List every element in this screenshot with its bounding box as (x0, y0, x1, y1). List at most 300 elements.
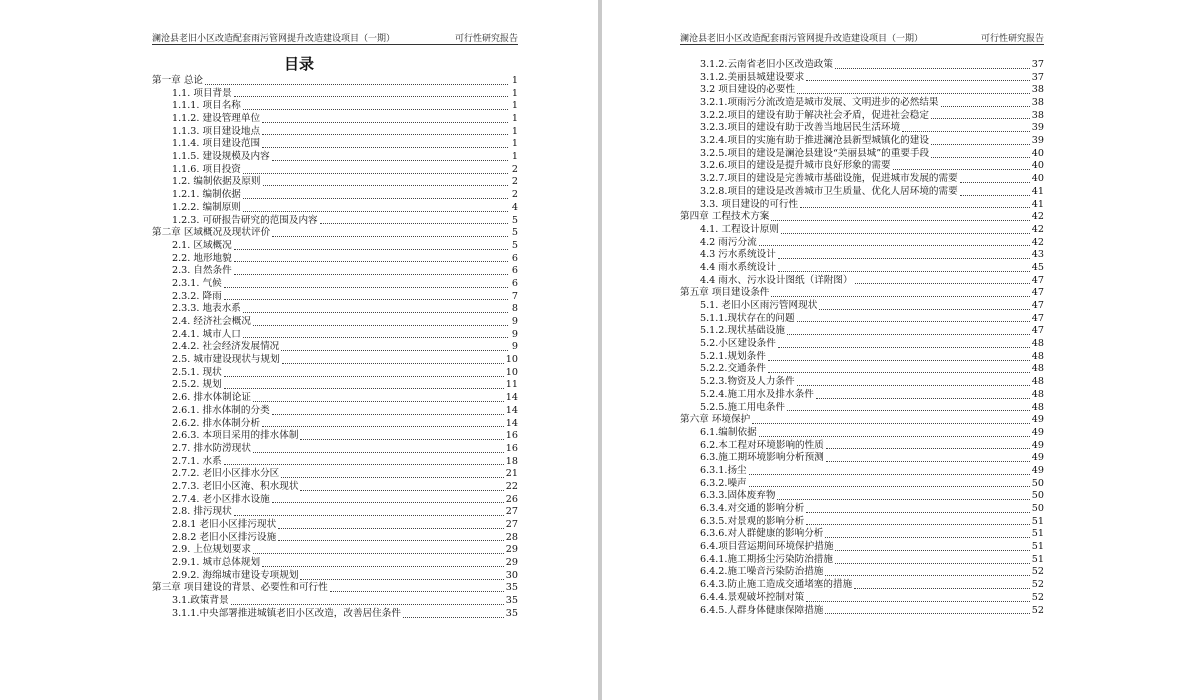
dot-leader (243, 336, 508, 338)
toc-entry-page-number: 1 (511, 138, 518, 150)
toc-entry[interactable] (152, 278, 518, 291)
toc-entry-label: 2.7. 排水防涝现状 (172, 442, 251, 454)
dot-leader (272, 235, 508, 237)
toc-entry-label: 2.3.1. 气候 (172, 277, 222, 289)
toc-entry-label: 2.6.1. 排水体制的分类 (172, 404, 270, 416)
toc-entry[interactable] (680, 186, 1044, 199)
toc-entry[interactable] (152, 367, 518, 380)
toc-entry-page-number: 49 (1031, 426, 1044, 438)
toc-entry-label: 2.9.2. 海绵城市建设专项规划 (172, 569, 299, 581)
toc-entry[interactable] (152, 341, 518, 354)
toc-entry[interactable] (152, 75, 518, 88)
dot-leader (806, 511, 1030, 513)
dot-leader (826, 447, 1030, 449)
toc-entry-label: 3.2.1.项雨污分流改造是城市发展、文明进步的必然结果 (700, 97, 939, 109)
dot-leader (797, 384, 1030, 386)
dot-leader (777, 498, 1029, 500)
toc-entry-label: 3.1.2.美丽县城建设要求 (700, 71, 805, 83)
toc-entry[interactable] (152, 418, 518, 431)
header-divider (152, 44, 518, 45)
toc-entry-page-number: 51 (1031, 541, 1044, 553)
toc-entry-label: 1.2.1. 编制依据 (172, 189, 241, 201)
toc-entry[interactable] (152, 570, 518, 583)
toc-entry-page-number: 1 (511, 87, 518, 99)
toc-entry[interactable] (680, 503, 1044, 516)
toc-entry[interactable] (680, 97, 1044, 110)
toc-entry[interactable] (152, 544, 518, 557)
toc-entry-label: 2.6. 排水体制论证 (172, 392, 251, 404)
dot-leader (272, 159, 508, 161)
toc-entry[interactable] (680, 59, 1044, 72)
toc-entry-page-number: 45 (1031, 261, 1044, 273)
toc-entry-page-number: 10 (505, 354, 518, 366)
toc-entry-page-number: 2 (511, 176, 518, 188)
dot-leader (778, 270, 1030, 272)
toc-entry-page-number: 47 (1031, 287, 1044, 299)
toc-entry[interactable] (152, 583, 518, 596)
dot-leader (282, 362, 504, 364)
dot-leader (243, 197, 508, 199)
toc-entry-page-number: 1 (511, 74, 518, 86)
toc-entry-page-number: 50 (1031, 503, 1044, 515)
toc-entry[interactable] (680, 313, 1044, 326)
toc-entry[interactable] (680, 300, 1044, 313)
toc-entry[interactable] (152, 202, 518, 215)
dot-leader (931, 143, 1030, 145)
toc-entry[interactable] (152, 151, 518, 164)
toc-entry-label: 3.2.6.项目的建设是提升城市良好形象的需要 (700, 160, 891, 172)
dot-leader (826, 460, 1030, 462)
toc-entry[interactable] (152, 100, 518, 113)
dot-leader (835, 549, 1029, 551)
toc-title: 目录 (283, 55, 314, 73)
toc-entry-label: 6.3.施工期环境影响分析预测 (700, 452, 824, 464)
toc-entry[interactable] (152, 88, 518, 101)
dot-leader (771, 219, 1029, 221)
toc-entry-label: 1.1.1. 项目名称 (172, 100, 241, 112)
dot-leader (749, 485, 1030, 487)
dot-leader (243, 311, 508, 313)
toc-entry-label: 6.3.4.对交通的影响分析 (700, 503, 805, 515)
toc-entry-page-number: 42 (1031, 223, 1044, 235)
toc-entry[interactable] (680, 402, 1044, 415)
dot-leader (752, 422, 1030, 424)
toc-entry-page-number: 28 (505, 531, 518, 543)
toc-entry[interactable] (680, 478, 1044, 491)
toc-entry[interactable] (680, 338, 1044, 351)
toc-entry-label: 3.1.1.中央部署推进城镇老旧小区改造，改善居住条件 (172, 607, 401, 619)
toc-entry-page-number: 48 (1031, 363, 1044, 375)
dot-leader (806, 79, 1030, 81)
toc-entry-label: 6.3.6.对人群健康的影响分析 (700, 528, 824, 540)
dot-leader (759, 244, 1030, 246)
toc-entry[interactable] (152, 430, 518, 443)
toc-entry-page-number: 14 (505, 392, 518, 404)
dot-leader (931, 117, 1030, 119)
toc-entry-page-number: 5 (511, 239, 518, 251)
dot-leader (234, 248, 508, 250)
toc-entry-page-number: 49 (1031, 452, 1044, 464)
toc-entry[interactable] (152, 456, 518, 469)
dot-leader (771, 295, 1029, 297)
toc-entry-label: 1.2.2. 编制原则 (172, 201, 241, 213)
toc-entry-page-number: 1 (511, 100, 518, 112)
toc-entry-page-number: 2 (511, 163, 518, 175)
toc-entry-label: 2.5. 城市建设现状与规划 (172, 354, 280, 366)
toc-entry-page-number: 41 (1031, 185, 1044, 197)
toc-entry[interactable] (152, 481, 518, 494)
toc-entry-label: 2.3. 自然条件 (172, 265, 232, 277)
toc-entry-label: 5.2.4.施工用水及排水条件 (700, 388, 814, 400)
dot-leader (253, 552, 504, 554)
dot-leader (806, 600, 1030, 602)
toc-entry-page-number: 38 (1031, 97, 1044, 109)
toc-entry-page-number: 35 (505, 595, 518, 607)
toc-entry[interactable] (152, 608, 518, 621)
toc-entry-label: 6.3.1.扬尘 (700, 464, 747, 476)
toc-entry[interactable] (680, 579, 1044, 592)
dot-leader (243, 108, 508, 110)
toc-entry-page-number: 39 (1031, 135, 1044, 147)
toc-entry[interactable] (152, 519, 518, 532)
toc-entry[interactable] (680, 516, 1044, 529)
toc-entry[interactable] (680, 122, 1044, 135)
toc-entry[interactable] (152, 189, 518, 202)
toc-entry-label: 2.3.2. 降雨 (172, 290, 222, 302)
toc-entry-page-number: 1 (511, 151, 518, 163)
toc-entry[interactable] (152, 380, 518, 393)
page-header (680, 31, 1044, 45)
toc-entry-label: 6.3.3.固体废弃物 (700, 490, 776, 502)
dot-leader (278, 527, 504, 529)
toc-entry[interactable] (680, 237, 1044, 250)
toc-entry-page-number: 18 (505, 455, 518, 467)
toc-entry-page-number: 38 (1031, 109, 1044, 121)
toc-entry-label: 2.7.4. 老小区排水设施 (172, 493, 270, 505)
toc-entry[interactable] (680, 389, 1044, 402)
document-page-right (602, 0, 1200, 700)
toc-entry-page-number: 39 (1031, 122, 1044, 134)
toc-entry-page-number: 51 (1031, 515, 1044, 527)
toc-entry-label: 2.4. 经济社会概况 (172, 316, 251, 328)
toc-entry[interactable] (152, 392, 518, 405)
toc-entry-label: 2.8.1 老旧小区排污现状 (172, 519, 277, 531)
toc-entry[interactable] (680, 72, 1044, 85)
toc-entry-label: 3.2.4.项目的实施有助于推进澜沧县新型城镇化的建设 (700, 135, 929, 147)
toc-entry-page-number: 9 (511, 328, 518, 340)
toc-entry-label: 2.8.2 老旧小区排污设施 (172, 531, 277, 543)
toc-entry-label: 5.1.2.现状基础设施 (700, 325, 786, 337)
toc-entry[interactable] (680, 199, 1044, 212)
toc-entry-page-number: 52 (1031, 604, 1044, 616)
dot-leader (234, 514, 504, 516)
dot-leader (825, 536, 1029, 538)
toc-entry[interactable] (680, 414, 1044, 427)
dot-leader (902, 130, 1030, 132)
toc-entry-page-number: 1 (511, 113, 518, 125)
toc-entry-label: 2.9. 上位规划要求 (172, 544, 251, 556)
dot-leader (300, 578, 503, 580)
toc-entry-page-number: 42 (1031, 236, 1044, 248)
toc-entry[interactable] (152, 164, 518, 177)
toc-entry-page-number: 51 (1031, 553, 1044, 565)
toc-entry-page-number: 22 (505, 480, 518, 492)
toc-entry-label: 2.5.1. 现状 (172, 366, 222, 378)
toc-entry-label: 1.1.2. 建设管理单位 (172, 113, 261, 125)
dot-leader (278, 539, 504, 541)
dot-leader (262, 121, 508, 123)
dot-leader (787, 333, 1030, 335)
toc-entry[interactable] (680, 440, 1044, 453)
toc-entry-page-number: 52 (1031, 566, 1044, 578)
toc-entry-page-number: 49 (1031, 414, 1044, 426)
dot-leader (262, 133, 508, 135)
toc-entry-page-number: 50 (1031, 490, 1044, 502)
toc-entry-label: 2.9.1. 城市总体规划 (172, 557, 261, 569)
toc-entry-label: 5.2.小区建设条件 (700, 338, 776, 350)
toc-entry-label: 第一章 总论 (152, 74, 204, 86)
toc-entry-label: 5.1. 老旧小区雨污管网现状 (700, 300, 818, 312)
toc-entry[interactable] (152, 126, 518, 139)
toc-entry[interactable] (152, 240, 518, 253)
dot-leader (960, 181, 1030, 183)
dot-leader (749, 473, 1030, 475)
header-report-type: 可行性研究报告 (980, 34, 1044, 44)
dot-leader (234, 273, 508, 275)
toc-entry[interactable] (152, 494, 518, 507)
toc-entry[interactable] (152, 177, 518, 190)
dot-leader (768, 371, 1030, 373)
toc-entry-page-number: 6 (511, 265, 518, 277)
toc-entry-page-number: 16 (505, 442, 518, 454)
toc-entry-page-number: 48 (1031, 401, 1044, 413)
toc-list-right (680, 59, 1044, 617)
toc-entry[interactable] (680, 325, 1044, 338)
toc-entry-label: 1.1.3. 项目建设地点 (172, 125, 261, 137)
dot-leader (253, 324, 508, 326)
dot-leader (781, 232, 1030, 234)
dot-leader (960, 194, 1030, 196)
toc-entry[interactable] (680, 567, 1044, 580)
toc-entry-page-number: 29 (505, 557, 518, 569)
toc-entry-label: 4.2 雨污分流 (700, 236, 757, 248)
dot-leader (262, 146, 508, 148)
toc-entry-label: 第二章 区域概况及现状评价 (152, 227, 271, 239)
toc-entry-label: 2.7.2. 老旧小区排水分区 (172, 468, 280, 480)
toc-entry-page-number: 37 (1031, 58, 1044, 70)
dot-leader (330, 590, 504, 592)
toc-entry-page-number: 6 (511, 277, 518, 289)
dot-leader (224, 298, 508, 300)
toc-entry[interactable] (680, 541, 1044, 554)
toc-entry-label: 3.2.3.项目的建设有助于改善当地居民生活环境 (700, 122, 901, 134)
toc-entry-page-number: 40 (1031, 173, 1044, 185)
toc-entry[interactable] (152, 215, 518, 228)
toc-entry[interactable] (152, 227, 518, 240)
toc-entry[interactable] (152, 468, 518, 481)
toc-entry[interactable] (680, 249, 1044, 262)
dot-leader (931, 156, 1030, 158)
toc-entry-label: 3.2.7.项目的建设是完善城市基础设施，促进城市发展的需要 (700, 173, 958, 185)
dot-leader (262, 425, 504, 427)
toc-entry-label: 第五章 项目建设条件 (680, 287, 770, 299)
toc-entry-label: 3.2 项目建设的必要性 (700, 84, 796, 96)
toc-entry-page-number: 30 (505, 569, 518, 581)
dot-leader (778, 257, 1030, 259)
toc-entry-page-number: 48 (1031, 376, 1044, 388)
dot-leader (825, 574, 1029, 576)
toc-entry-label: 3.2.8.项目的建设是改善城市卫生质量、优化人居环境的需要 (700, 185, 958, 197)
toc-entry[interactable] (680, 554, 1044, 567)
toc-entry[interactable] (680, 364, 1044, 377)
dot-leader (234, 95, 508, 97)
toc-entry-label: 4.3 污水系统设计 (700, 249, 776, 261)
toc-entry[interactable] (680, 605, 1044, 618)
toc-entry[interactable] (680, 84, 1044, 97)
toc-entry-label: 1.1.5. 建设规模及内容 (172, 151, 270, 163)
toc-entry-label: 6.4.2.施工噪音污染防治措施 (700, 566, 824, 578)
toc-entry[interactable] (152, 532, 518, 545)
header-project-title: 澜沧县老旧小区改造配套雨污管网提升改造建设项目（一期） (680, 34, 924, 44)
toc-entry-label: 2.4.1. 城市人口 (172, 328, 241, 340)
toc-entry-label: 4.4 雨水、污水设计图纸（详附图） (700, 274, 853, 286)
toc-entry-page-number: 48 (1031, 338, 1044, 350)
toc-entry[interactable] (680, 465, 1044, 478)
dot-leader (243, 172, 508, 174)
dot-leader (941, 105, 1030, 107)
toc-entry[interactable] (152, 265, 518, 278)
dot-leader (835, 67, 1030, 69)
toc-entry[interactable] (680, 135, 1044, 148)
toc-entry[interactable] (680, 275, 1044, 288)
toc-entry[interactable] (680, 490, 1044, 503)
toc-entry-label: 6.4.3.防止施工造成交通堵塞的措施 (700, 579, 853, 591)
toc-list-left (152, 75, 518, 621)
toc-entry[interactable] (680, 173, 1044, 186)
toc-entry-page-number: 35 (505, 582, 518, 594)
toc-entry-label: 6.3.2.噪声 (700, 477, 747, 489)
toc-entry[interactable] (680, 592, 1044, 605)
dot-leader (300, 489, 503, 491)
toc-entry[interactable] (680, 427, 1044, 440)
toc-entry[interactable] (152, 557, 518, 570)
dot-leader (825, 612, 1029, 614)
toc-entry-page-number: 1 (511, 125, 518, 137)
toc-entry[interactable] (680, 287, 1044, 300)
toc-entry-page-number: 4 (511, 201, 518, 213)
toc-entry[interactable] (152, 595, 518, 608)
toc-entry-label: 6.2.本工程对环境影响的性质 (700, 439, 824, 451)
toc-entry[interactable] (152, 291, 518, 304)
toc-entry[interactable] (152, 329, 518, 342)
toc-entry-page-number: 47 (1031, 300, 1044, 312)
toc-entry-label: 6.4.5.人群身体健康保障措施 (700, 604, 824, 616)
dot-leader (224, 463, 504, 465)
toc-entry[interactable] (680, 351, 1044, 364)
toc-entry-page-number: 47 (1031, 325, 1044, 337)
toc-entry[interactable] (680, 262, 1044, 275)
toc-entry-label: 2.8. 排污现状 (172, 506, 232, 518)
toc-entry-label: 6.3.5.对景观的影响分析 (700, 515, 805, 527)
toc-entry-page-number: 9 (511, 341, 518, 353)
toc-entry[interactable] (152, 303, 518, 316)
document-page-left (0, 0, 598, 700)
toc-entry-label: 第六章 环境保护 (680, 414, 751, 426)
toc-entry[interactable] (680, 161, 1044, 174)
toc-entry-page-number: 47 (1031, 274, 1044, 286)
toc-entry-label: 6.4.4.景观破坏控制对策 (700, 591, 805, 603)
toc-entry-label: 4.1. 工程设计原则 (700, 223, 779, 235)
toc-entry-label: 6.1.编制依据 (700, 426, 757, 438)
toc-entry[interactable] (152, 405, 518, 418)
toc-entry-label: 5.2.1.规划条件 (700, 350, 766, 362)
toc-entry-label: 2.6.3. 本项目采用的排水体制 (172, 430, 299, 442)
toc-entry-page-number: 38 (1031, 84, 1044, 96)
toc-entry-page-number: 27 (505, 519, 518, 531)
toc-entry[interactable] (680, 110, 1044, 123)
toc-entry-page-number: 48 (1031, 350, 1044, 362)
toc-entry-page-number: 49 (1031, 464, 1044, 476)
toc-entry[interactable] (152, 443, 518, 456)
toc-entry[interactable] (152, 253, 518, 266)
toc-entry[interactable] (680, 376, 1044, 389)
toc-entry-label: 3.1.政策背景 (172, 595, 229, 607)
toc-entry-page-number: 37 (1031, 71, 1044, 83)
toc-entry[interactable] (680, 224, 1044, 237)
toc-entry-page-number: 50 (1031, 477, 1044, 489)
toc-entry-page-number: 51 (1031, 528, 1044, 540)
toc-entry[interactable] (152, 113, 518, 126)
toc-entry[interactable] (680, 528, 1044, 541)
toc-entry-page-number: 29 (505, 544, 518, 556)
toc-entry[interactable] (152, 138, 518, 151)
toc-entry-label: 6.4.项目营运期间环境保护措施 (700, 541, 834, 553)
toc-entry-label: 2.7.3. 老旧小区淹、积水现状 (172, 480, 299, 492)
toc-entry[interactable] (680, 452, 1044, 465)
dot-leader (797, 92, 1030, 94)
dot-leader (253, 451, 504, 453)
toc-entry-label: 第四章 工程技术方案 (680, 211, 770, 223)
toc-entry-label: 5.2.2.交通条件 (700, 363, 766, 375)
dot-leader (281, 476, 504, 478)
dot-leader (819, 308, 1029, 310)
toc-entry-page-number: 5 (511, 227, 518, 239)
dot-leader (403, 616, 504, 618)
toc-entry[interactable] (680, 148, 1044, 161)
page-header (152, 31, 518, 45)
toc-entry-label: 3.3. 项目建设的可行性 (700, 198, 799, 210)
toc-entry[interactable] (152, 316, 518, 329)
toc-entry-page-number: 2 (511, 189, 518, 201)
toc-entry-label: 5.2.5.施工用电条件 (700, 401, 786, 413)
toc-entry-label: 1.2.3. 可研报告研究的范围及内容 (172, 214, 318, 226)
toc-entry[interactable] (152, 506, 518, 519)
dot-leader (778, 346, 1030, 348)
toc-entry-label: 3.2.5.项目的建设是澜沧县建设“美丽县城”的重要手段 (700, 147, 930, 159)
toc-entry-page-number: 11 (505, 379, 518, 391)
toc-entry-label: 5.1.1.现状存在的问题 (700, 312, 795, 324)
toc-entry-page-number: 47 (1031, 312, 1044, 324)
toc-entry[interactable] (680, 211, 1044, 224)
dot-leader (816, 397, 1030, 399)
toc-entry-label: 2.5.2. 规划 (172, 379, 222, 391)
toc-entry-page-number: 7 (511, 290, 518, 302)
toc-entry-label: 3.2.2.项目的建设有助于解决社会矛盾，促进社会稳定 (700, 109, 929, 121)
dot-leader (855, 282, 1030, 284)
toc-entry-page-number: 21 (505, 468, 518, 480)
toc-entry[interactable] (152, 354, 518, 367)
toc-entry-page-number: 8 (511, 303, 518, 315)
